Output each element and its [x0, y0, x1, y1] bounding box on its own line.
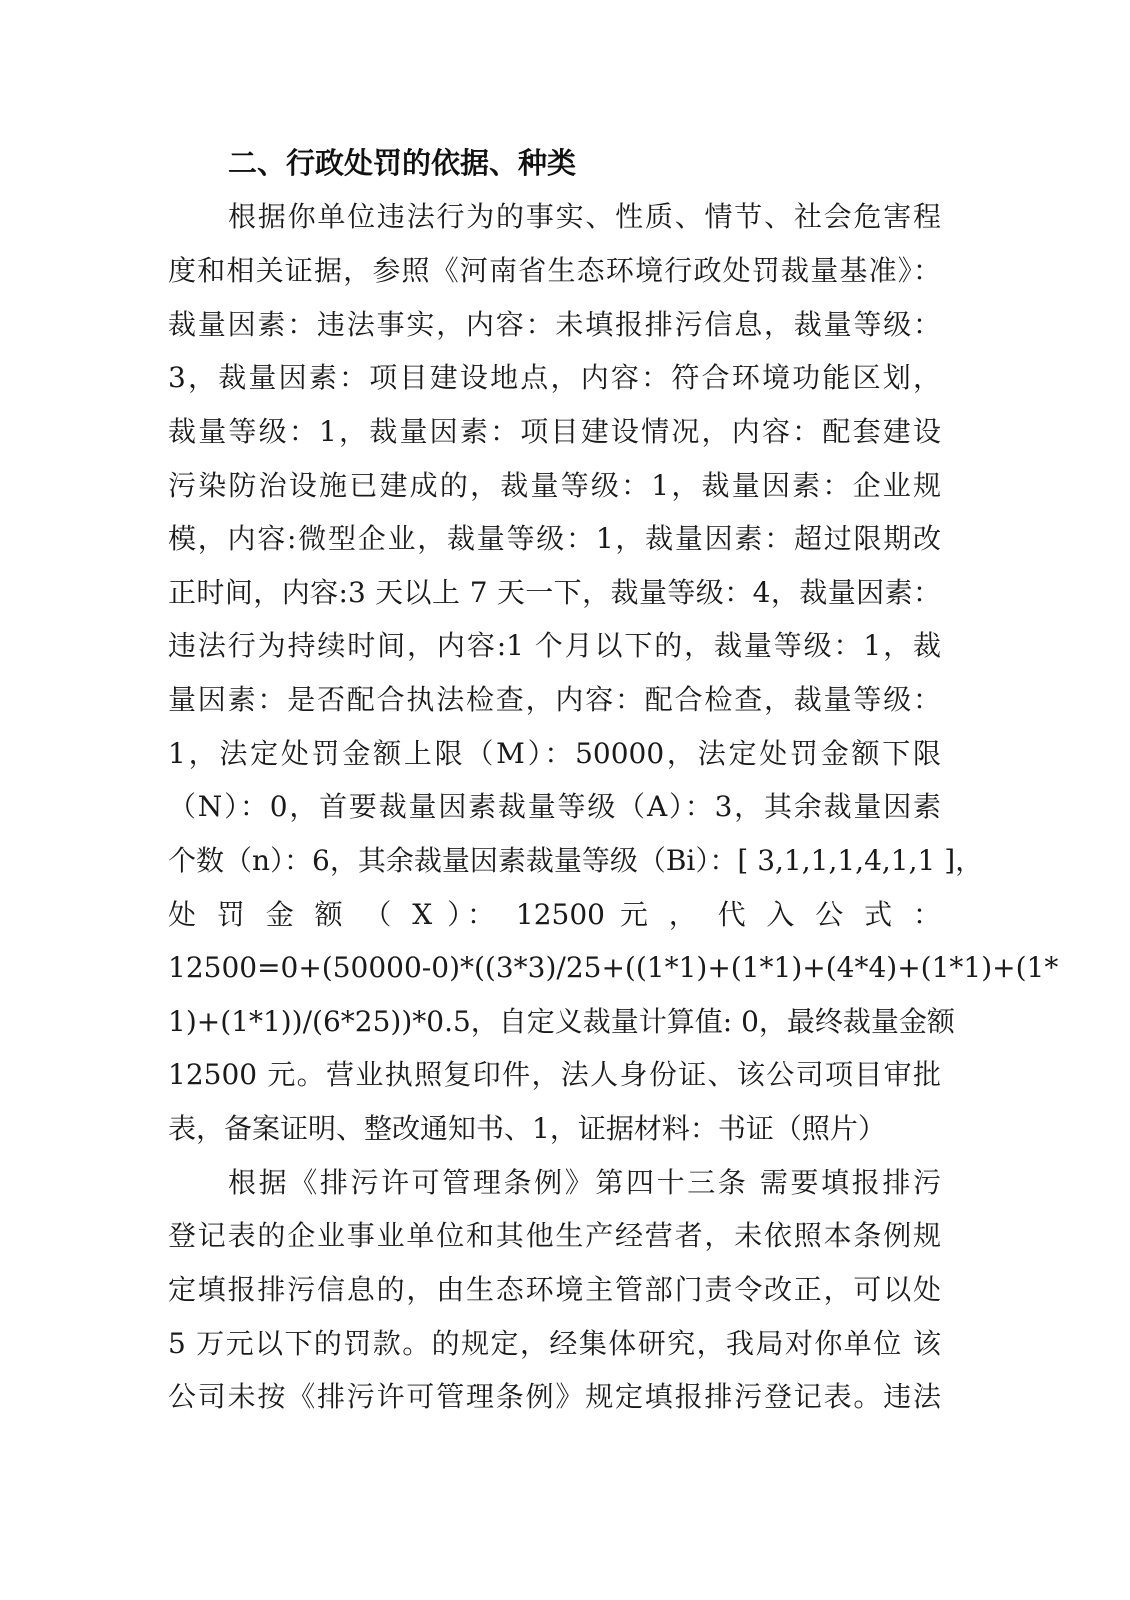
- paragraph-line: 度和相关证据，参照《河南省生态环境行政处罚裁量基准》：: [168, 254, 941, 287]
- paragraph-line: （N）：0，首要裁量因素裁量等级（A）：3，其余裁量因素: [168, 790, 941, 823]
- paragraph-line: 1，法定处罚金额上限（M）：50000，法定处罚金额下限: [168, 737, 941, 770]
- paragraph-line: 根据《排污许可管理条例》第四十三条 需要填报排污: [228, 1166, 941, 1199]
- paragraph-line: 裁量因素：违法事实，内容：未填报排污信息，裁量等级：: [168, 308, 941, 341]
- formula-line: 12500=0+(50000-0)*((3*3)/25+((1*1)+(1*1)+(4*4)+(1*1)+(1*: [168, 951, 1059, 984]
- section-heading: 二、行政处罚的依据、种类: [228, 146, 577, 180]
- paragraph-line: 5 万元以下的罚款。的规定，经集体研究，我局对你单位 该: [168, 1327, 941, 1360]
- paragraph-line: 根据你单位违法行为的事实、性质、情节、社会危害程: [228, 200, 941, 233]
- paragraph-line: 公司未按《排污许可管理条例》规定填报排污登记表。违法: [168, 1380, 941, 1413]
- paragraph-line: 模，内容:微型企业，裁量等级：1，裁量因素：超过限期改: [168, 522, 941, 555]
- paragraph-line: 量因素：是否配合执法检查，内容：配合检查，裁量等级：: [168, 683, 941, 716]
- paragraph-line: 裁量等级：1，裁量因素：项目建设情况，内容：配套建设: [168, 415, 941, 448]
- formula-line: 1)+(1*1))/(6*25))*0.5，自定义裁量计算值: 0，最终裁量金额: [168, 1005, 955, 1038]
- paragraph-line: 污染防治设施已建成的，裁量等级：1，裁量因素：企业规: [168, 469, 941, 502]
- paragraph-line: 3，裁量因素：项目建设地点，内容：符合环境功能区划，: [168, 361, 941, 394]
- paragraph-line: 违法行为持续时间，内容:1 个月以下的，裁量等级：1，裁: [168, 629, 941, 662]
- paragraph-line: 12500 元。营业执照复印件，法人身份证、该公司项目审批: [168, 1058, 941, 1091]
- paragraph-line: 定填报排污信息的，由生态环境主管部门责令改正，可以处: [168, 1273, 941, 1306]
- paragraph-line: 正时间，内容:3 天以上 7 天一下，裁量等级：4，裁量因素：: [168, 576, 941, 609]
- paragraph-line: 个数（n）：6，其余裁量因素裁量等级（Bi）：[ 3,1,1,1,4,1,1 ]，: [168, 844, 984, 877]
- paragraph-line: 处 罚 金 额 （ X ）： 12500 元 ， 代 入 公 式 ：: [168, 898, 941, 931]
- paragraph-line: 表，备案证明、整改通知书、1，证据材料：书证（照片）: [168, 1112, 886, 1145]
- paragraph-line: 登记表的企业事业单位和其他生产经营者，未依照本条例规: [168, 1219, 941, 1252]
